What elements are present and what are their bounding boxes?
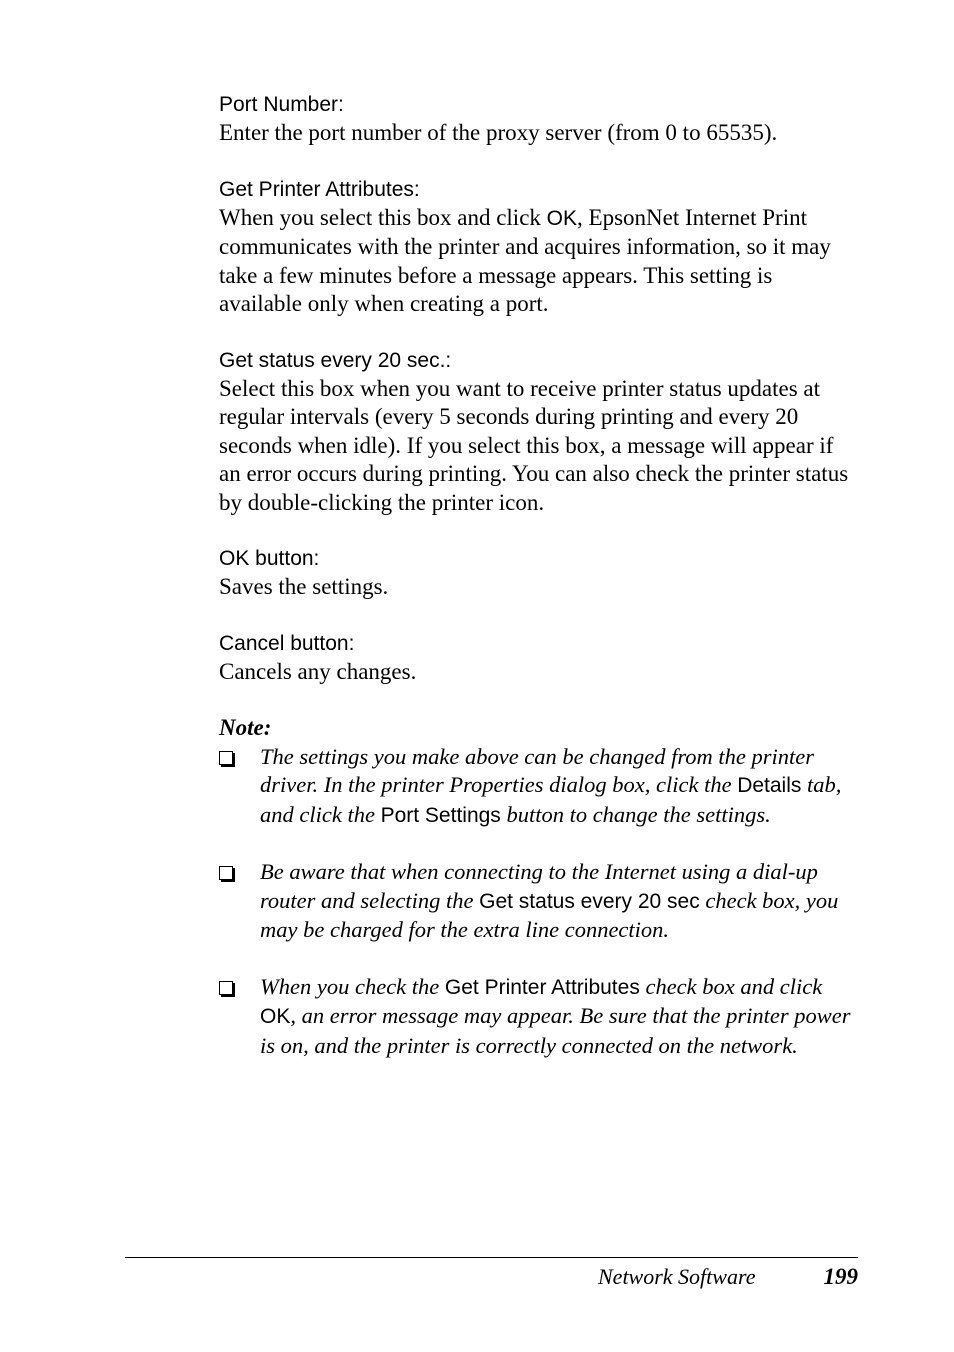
- note-text: button to change the settings.: [500, 801, 771, 827]
- note-item: [219, 973, 859, 1061]
- note-text: check box and click: [639, 973, 823, 999]
- entry-ok-button: [219, 545, 859, 602]
- checkbox-bullet-icon: [219, 866, 233, 880]
- ui-term-ok: OK: [260, 1005, 291, 1028]
- note-text: The settings you make above can be changed from the printer driver. In the printer Properties dialog box, click the: [260, 743, 815, 797]
- desc-get-printer-attributes: [219, 204, 859, 319]
- page-number: 199: [823, 1264, 858, 1289]
- term-get-status: Get status every 20 sec.:: [219, 348, 452, 372]
- ui-term-get-printer-attributes: Get Printer Attributes: [444, 975, 640, 999]
- note-list: [219, 743, 859, 1061]
- note-text: When you check the: [260, 973, 445, 999]
- entry-get-printer-attributes: [219, 176, 859, 319]
- desc-get-status: Select this box when you want to receive printer status updates at regular intervals (every 5 seconds during printing and every 20 seconds when idle). If you select this box, a message will appear if an error occurs during printing. You can also check the printer status by double-clicking the printer icon.: [219, 375, 849, 515]
- ui-term-get-status: Get status every 20 sec: [479, 889, 700, 913]
- ui-term-details: Details: [737, 774, 802, 797]
- footer-divider: [125, 1257, 858, 1258]
- entry-port-number: [219, 91, 859, 148]
- term-get-printer-attributes: Get Printer Attributes:: [219, 177, 420, 201]
- note-text: , an error message may appear. Be sure that the printer power is on, and the printer is correctly connected on the network.: [260, 1003, 851, 1058]
- note-item: [219, 858, 859, 945]
- note-item: [219, 743, 859, 831]
- note-section: [219, 714, 859, 1060]
- ui-term-ok: OK: [546, 206, 578, 230]
- entry-cancel-button: [219, 630, 859, 687]
- entry-get-status: [219, 347, 859, 518]
- desc-port-number: Enter the port number of the proxy server (from 0 to 65535).: [219, 120, 778, 145]
- ui-term-port-settings: Port Settings: [380, 803, 501, 827]
- desc-ok-button: Saves the settings.: [219, 574, 389, 599]
- desc-cancel-button: Cancels any changes.: [219, 658, 417, 684]
- note-text: check box, you may be charged for the extra line connection.: [260, 887, 839, 942]
- note-text: tab, and click the: [260, 772, 842, 827]
- term-ok-button: OK button:: [219, 547, 320, 570]
- term-port-number: Port Number:: [219, 93, 344, 116]
- page-content: [219, 91, 859, 1088]
- checkbox-bullet-icon: [219, 981, 233, 995]
- desc-text: , EpsonNet Internet Print communicates with the printer and acquires information, so it may take a few minutes before a message appears. This setting is available only when creating a port.: [219, 204, 831, 316]
- footer-section-title: Network Software: [598, 1264, 756, 1289]
- checkbox-bullet-icon: [219, 751, 233, 765]
- desc-text: When you select this box and click: [219, 204, 547, 230]
- note-title: Note:: [219, 715, 272, 740]
- note-text: Be aware that when connecting to the Internet using a dial-up router and selecting the: [260, 859, 818, 913]
- term-cancel-button: Cancel button:: [219, 631, 355, 655]
